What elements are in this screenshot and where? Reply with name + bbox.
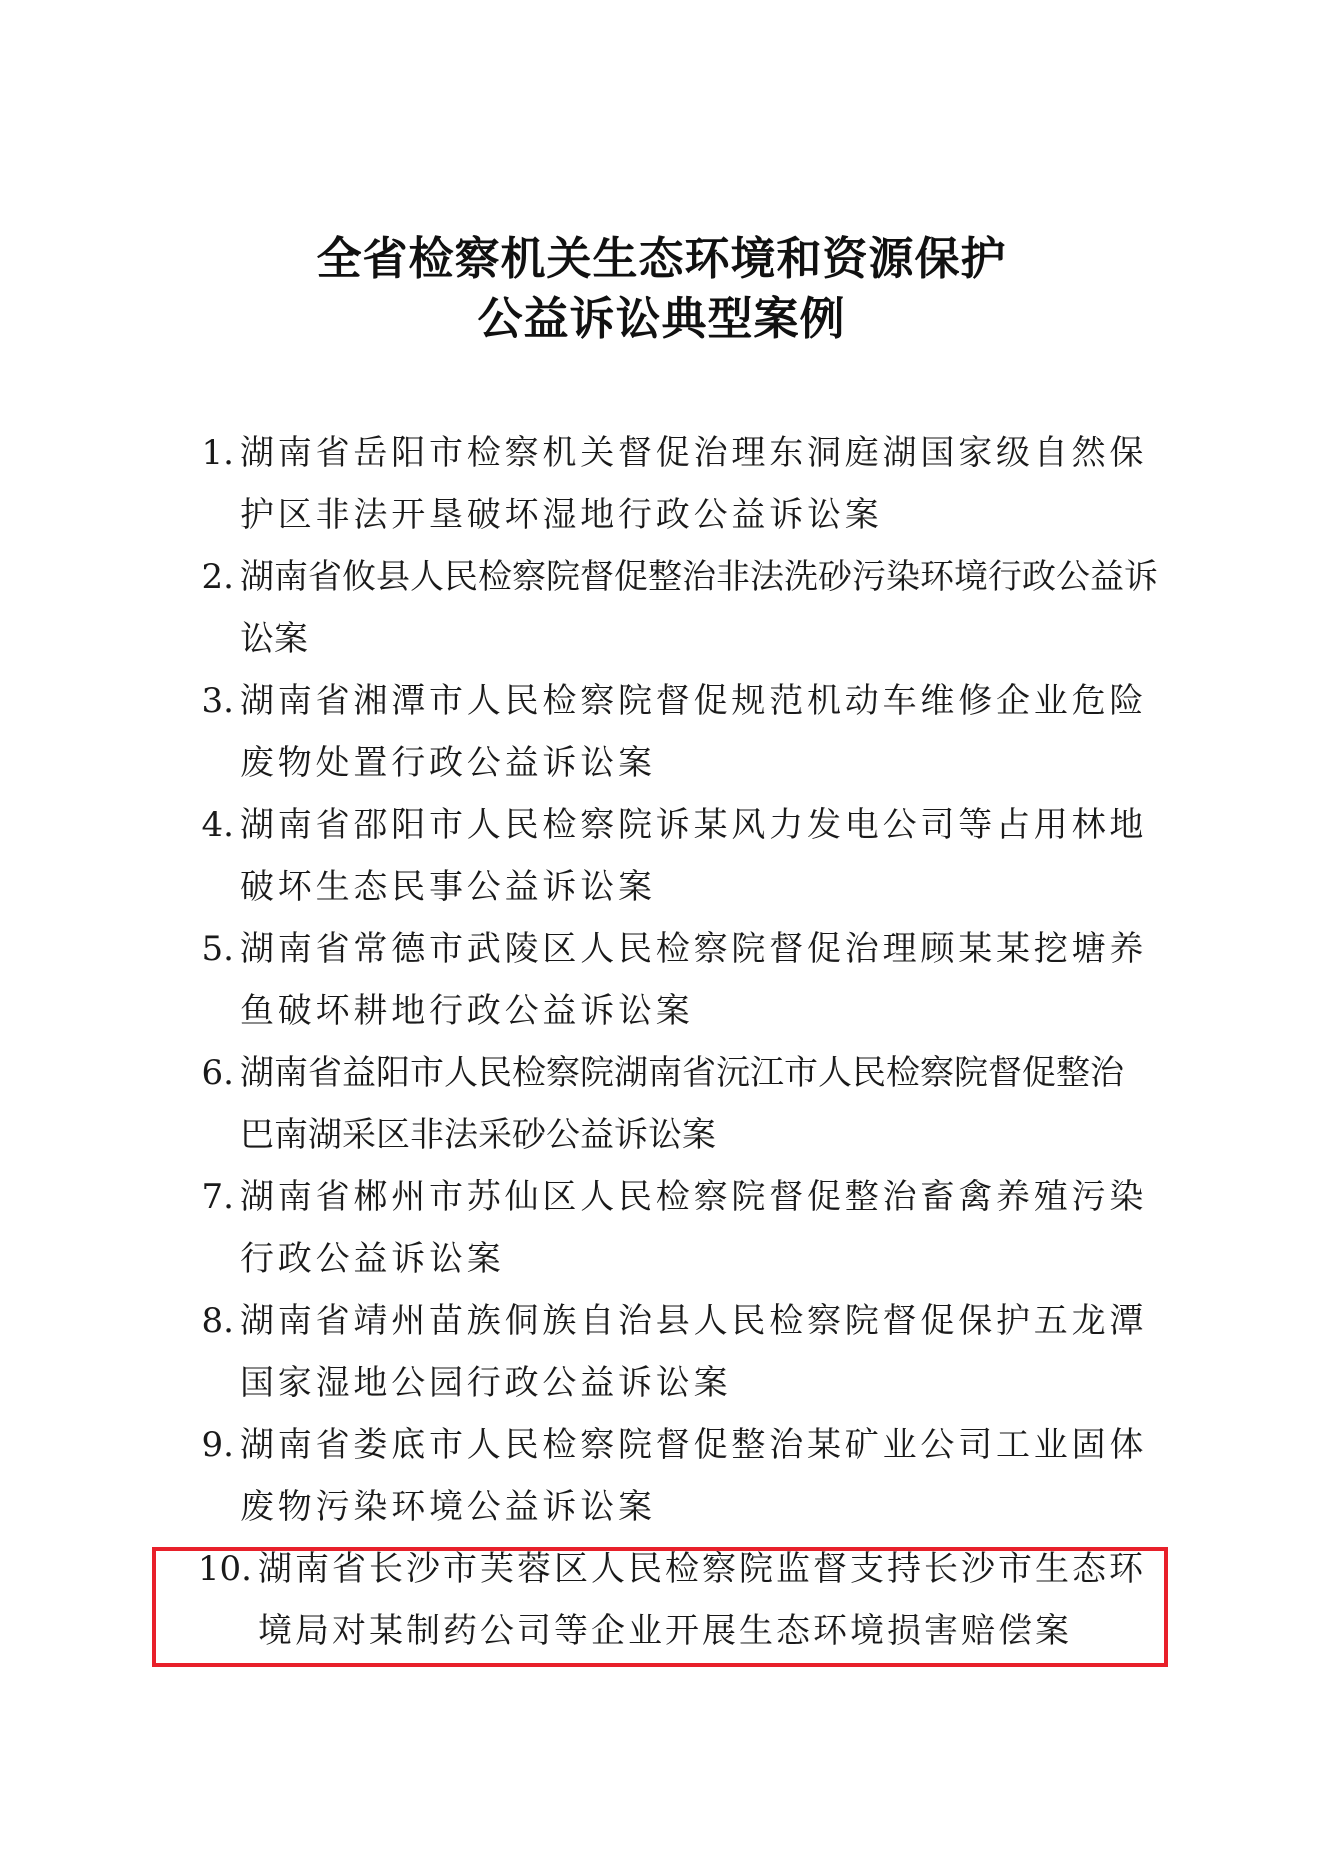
case-title-line2: 讼案 <box>240 619 308 659</box>
case-title-line2: 废物处置行政公益诉讼案 <box>240 743 656 783</box>
case-item-6 <box>0 1042 1323 1166</box>
case-title-line2: 巴南湖采区非法采砂公益诉讼案 <box>240 1115 716 1155</box>
case-title-line1: 湖南省郴州市苏仙区人民检察院督促整治畜禽养殖污染 <box>240 1177 1148 1217</box>
case-title-line2: 鱼破坏耕地行政公益诉讼案 <box>240 991 694 1031</box>
case-title-line2: 废物污染环境公益诉讼案 <box>240 1487 656 1527</box>
case-title-line1: 湖南省益阳市人民检察院湖南省沅江市人民检察院督促整治 <box>240 1053 1124 1093</box>
document-title-line2: 公益诉讼典型案例 <box>477 292 846 345</box>
case-title-line1: 湖南省娄底市人民检察院督促整治某矿业公司工业固体 <box>240 1425 1148 1465</box>
case-title-line1: 湖南省岳阳市检察机关督促治理东洞庭湖国家级自然保 <box>240 433 1148 473</box>
case-title-line2: 行政公益诉讼案 <box>240 1239 505 1279</box>
case-title-line1: 湖南省长沙市芙蓉区人民检察院监督支持长沙市生态环 <box>258 1549 1146 1589</box>
case-item-2 <box>0 546 1323 670</box>
case-number: 2. <box>201 557 234 597</box>
highlight-box <box>152 1547 1168 1667</box>
case-title-line1: 湖南省邵阳市人民检察院诉某风力发电公司等占用林地 <box>240 805 1148 845</box>
case-title-line1: 湖南省攸县人民检察院督促整治非法洗砂污染环境行政公益诉 <box>240 557 1158 597</box>
case-number: 1. <box>201 433 234 473</box>
case-item-1 <box>0 422 1323 546</box>
case-item-5 <box>0 918 1323 1042</box>
case-title-line2: 境局对某制药公司等企业开展生态环境损害赔偿案 <box>258 1611 1072 1651</box>
case-item-8 <box>0 1290 1323 1414</box>
case-number: 4. <box>201 805 234 845</box>
case-item-4 <box>0 794 1323 918</box>
case-title-line2: 护区非法开垦破坏湿地行政公益诉讼案 <box>240 495 883 535</box>
case-number: 5. <box>201 929 234 969</box>
case-item-7 <box>0 1166 1323 1290</box>
case-number: 7. <box>201 1177 234 1217</box>
case-title-line1: 湖南省湘潭市人民检察院督促规范机动车维修企业危险 <box>240 681 1148 721</box>
case-number: 3. <box>201 681 234 721</box>
document-title-line1: 全省检察机关生态环境和资源保护 <box>316 232 1007 285</box>
case-number: 9. <box>201 1425 234 1465</box>
case-title-line2: 国家湿地公园行政公益诉讼案 <box>240 1363 732 1403</box>
case-title-line1: 湖南省常德市武陵区人民检察院督促治理顾某某挖塘养 <box>240 929 1148 969</box>
case-item-3 <box>0 670 1323 794</box>
case-title-line1: 湖南省靖州苗族侗族自治县人民检察院督促保护五龙潭 <box>240 1301 1148 1341</box>
case-item-9 <box>0 1414 1323 1538</box>
case-title-line2: 破坏生态民事公益诉讼案 <box>240 867 656 907</box>
case-number: 8. <box>201 1301 234 1341</box>
case-number: 6. <box>201 1053 234 1093</box>
case-number: 10. <box>197 1549 252 1589</box>
